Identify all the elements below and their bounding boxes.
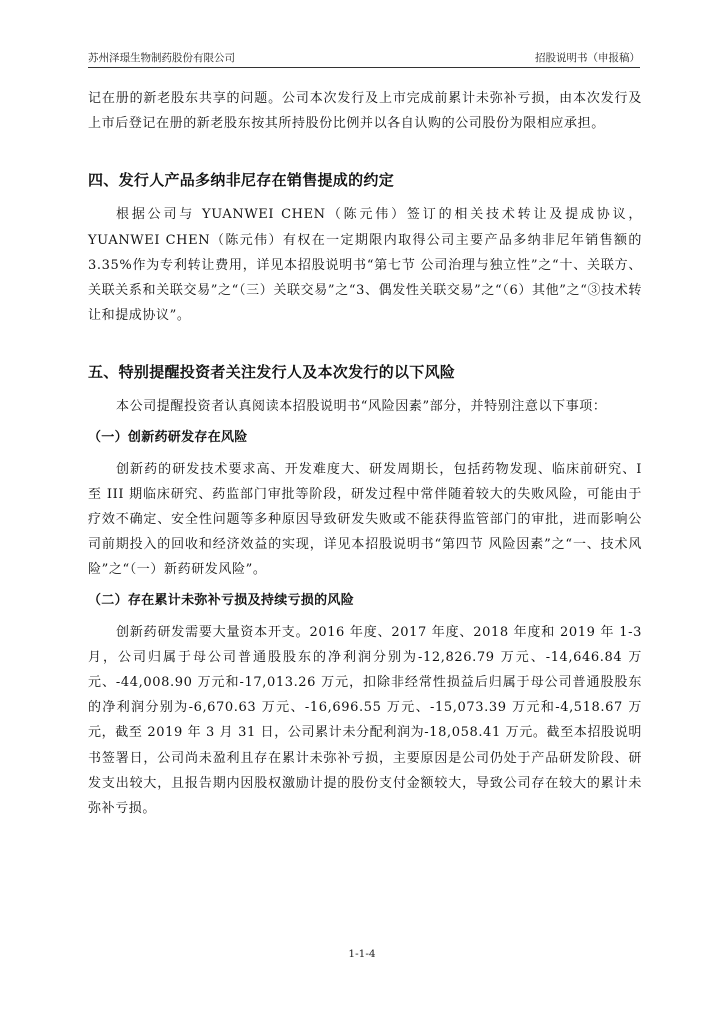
section-5-title: 五、特别提醒投资者关注发行人及本次发行的以下风险 [88, 363, 456, 382]
document-body [88, 86, 642, 821]
section-4-paragraph: 根据公司与 YUANWEI CHEN（陈元伟）签订的相关技术转让及提成协议，YUANWEI CHEN（陈元伟）有权在一定期限内取得公司主要产品多纳非尼年销售额的3.35%作为专利转让费用，详见本招股说明书“第七节 公司治理与独立性”之“十、关联方、关联关系和关联交易”之“（三）关联交易”之“3、偶发性关联交易”之“（6）其他”之“③技术转让和提成协议”。 [88, 207, 642, 324]
risk-1-title: （一）创新药研发存在风险 [88, 429, 248, 445]
risk-2-title: （二）存在累计未弥补亏损及持续亏损的风险 [88, 592, 355, 608]
page-header [88, 50, 640, 66]
header-company-name: 苏州泽璟生物制药股份有限公司 [88, 52, 235, 64]
intro-paragraph: 记在册的新老股东共享的问题。公司本次发行及上市完成前累计未弥补亏损，由本次发行及上市后登记在册的新老股东按其所持股份比例并以各自认购的公司股份为限相应承担。 [88, 91, 642, 132]
page-number: 1-1-4 [348, 948, 376, 960]
section-4-title: 四、发行人产品多纳非尼存在销售提成的约定 [88, 171, 395, 190]
header-document-title: 招股说明书（申报稿） [535, 52, 640, 64]
section-5-intro: 本公司提醒投资者认真阅读本招股说明书“风险因素”部分，并特别注意以下事项： [116, 399, 607, 415]
header-divider [88, 67, 640, 68]
risk-2-paragraph: 创新药研发需要大量资本开支。2016 年度、2017 年度、2018 年度和 2019 年 1-3 月，公司归属于母公司普通股股东的净利润分别为-12,826.79 万元、-14,646.84 万元、-44,008.90 万元和-17,013.26 万元，扣除非经常性损益后归属于母公司普通股股东的净利润分别为-6,670.63 万元、-16,696.55 万元、-15,073.39 万元和-4,518.67 万元，截至 2019 年 3 月 31 日，公司累计未分配利润为-18,058.41 万元。截至本招股说明书签署日，公司尚未盈利且存在累计未弥补亏损，主要原因是公司仍处于产品研发阶段、研发支出较大，且报告期内因股权激励计提的股份支付金额较大，导致公司存在较大的累计未弥补亏损。 [88, 624, 642, 817]
risk-1-paragraph: 创新药的研发技术要求高、开发难度大、研发周期长，包括药物发现、临床前研究、I 至 III 期临床研究、药监部门审批等阶段，研发过程中常伴随着较大的失败风险，可能由于疗效不确定、安全性问题等多种原因导致研发失败或不能获得监管部门的审批，进而影响公司前期投入的回收和经济效益的实现，详见本招股说明书“第四节 风险因素”之“一、技术风险”之“（一）新药研发风险”。 [88, 461, 642, 578]
